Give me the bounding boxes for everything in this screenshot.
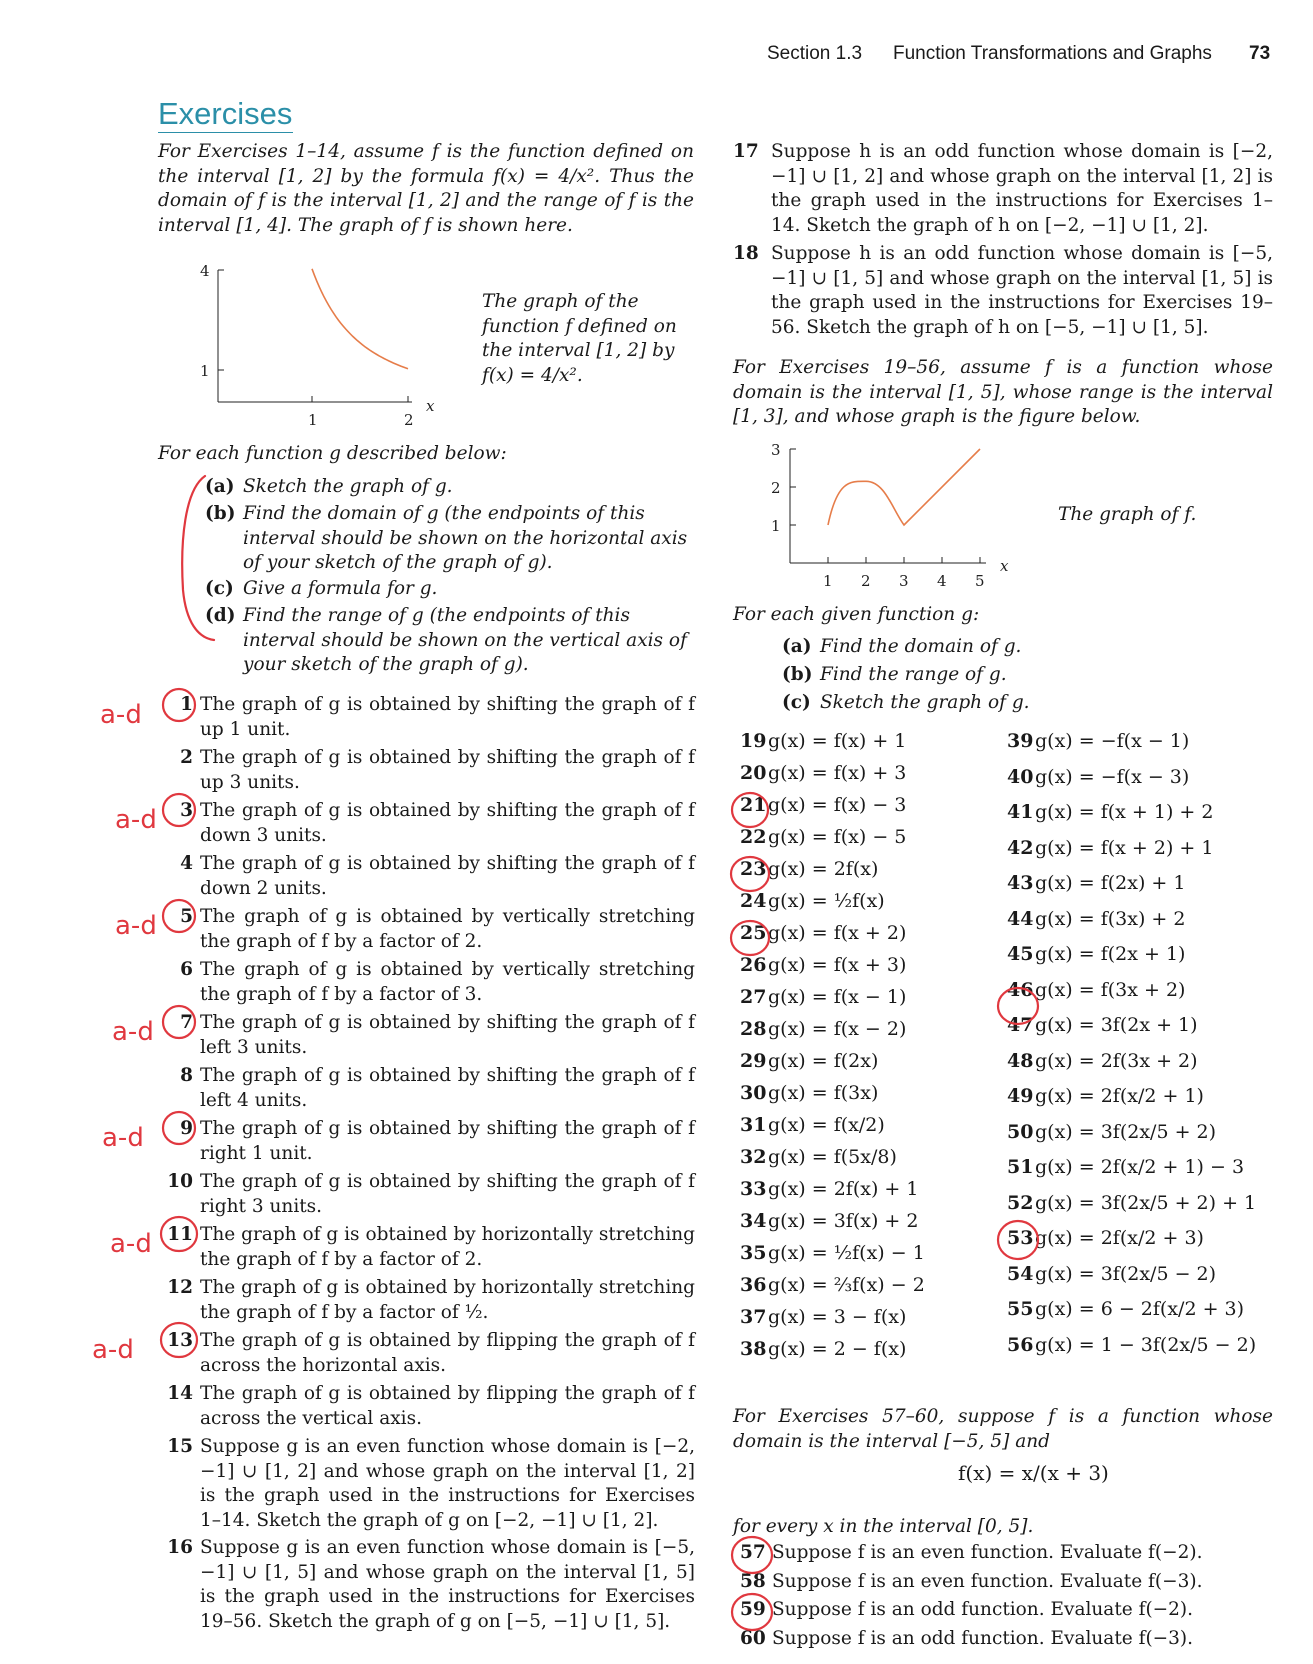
formula-number: 34 <box>740 1210 767 1232</box>
exercise-number: 58 <box>740 1570 766 1592</box>
given-lead: For each given function g: <box>733 604 980 625</box>
exercises-heading: Exercises <box>158 96 293 131</box>
intro-57-60: For Exercises 57–60, suppose f is a function whose domain is the interval [−5, 5] and <box>733 1406 1273 1452</box>
exercise-item <box>740 1571 1202 1592</box>
y-tick-4: 4 <box>200 262 210 280</box>
given-text: Sketch the graph of g. <box>820 692 1030 713</box>
formula-text: g(x) = f(x) + 3 <box>768 762 907 784</box>
ad-note-13: a-d <box>92 1335 134 1365</box>
formula-item <box>740 922 906 944</box>
formula-text: g(x) = ½f(x) − 1 <box>768 1242 925 1264</box>
exercise-text: Suppose f is an even function. Evaluate f(−2). <box>772 1542 1203 1563</box>
exercise-text: Suppose f is an even function. Evaluate f(−3). <box>772 1570 1203 1592</box>
chapter-title: Function Transformations and Graphs <box>893 43 1212 64</box>
formula-text: g(x) = f(2x) + 1 <box>1035 872 1186 894</box>
graph2-caption: The graph of f. <box>1058 504 1197 525</box>
formula-text: g(x) = f(x) + 1 <box>768 730 907 752</box>
formula-number: 54 <box>1007 1262 1034 1285</box>
formula-text: g(x) = f(5x/8) <box>768 1146 897 1168</box>
ad-note-5: a-d <box>115 911 157 941</box>
page-number: 73 <box>1249 43 1271 64</box>
exercise-item <box>165 746 695 795</box>
ad-note-11: a-d <box>110 1229 152 1259</box>
exercise-item <box>165 1117 695 1166</box>
formula-text: g(x) = 1 − 3f(2x/5 − 2) <box>1035 1333 1257 1356</box>
exercise-number: 8 <box>180 1065 193 1086</box>
exercise-text: The graph of g is obtained by shifting the graph of f down 3 units. <box>200 800 695 846</box>
exercise-text: Suppose h is an odd function whose domain is [−5, −1] ∪ [1, 5] and whose graph on the interval [1, 5] is the graph used in the instructions for Exercises 19–56. Sketch the graph of h on [−5, −1] ∪ [1, 5]. <box>771 243 1273 338</box>
heading-underline <box>158 132 293 133</box>
formula-57-60: f(x) = x/(x + 3) <box>958 1461 1109 1485</box>
exercise-text: The graph of g is obtained by shifting the graph of f left 3 units. <box>200 1012 695 1058</box>
exercise-number: 11 <box>167 1224 193 1245</box>
formula-item <box>740 826 906 848</box>
x-tick-3: 3 <box>899 572 909 590</box>
formula-text: g(x) = 2f(x/2 + 1) − 3 <box>1035 1156 1245 1178</box>
exercise-item <box>165 693 695 742</box>
formula-number: 46 <box>1007 978 1034 1001</box>
formula-item <box>740 986 906 1008</box>
exercise-number: 15 <box>167 1436 193 1457</box>
exercise-text: The graph of g is obtained by vertically stretching the graph of f by a factor of 3. <box>200 959 695 1005</box>
exercise-text: The graph of g is obtained by flipping the graph of f across the horizontal axis. <box>200 1330 695 1376</box>
exercise-number: 1 <box>180 694 193 715</box>
f-curve <box>312 269 408 369</box>
ad-note-9: a-d <box>102 1123 144 1153</box>
formula-text: g(x) = f(x + 3) <box>768 954 907 976</box>
exercise-number: 7 <box>180 1012 193 1033</box>
formula-item <box>740 1018 906 1040</box>
instruction-label: (a) <box>205 476 235 497</box>
formula-number: 28 <box>740 1018 767 1040</box>
formula-text: g(x) = 3f(2x/5 − 2) <box>1035 1262 1217 1285</box>
formula-text: g(x) = f(2x) <box>768 1050 879 1072</box>
instructions-lead: For each function g described below: <box>158 443 507 464</box>
x-tick-1: 1 <box>308 411 318 428</box>
x-tick-4: 4 <box>937 572 947 590</box>
formula-item <box>1007 801 1213 823</box>
ad-note-1: a-d <box>100 700 142 730</box>
given-item <box>782 664 1007 685</box>
formula-number: 49 <box>1007 1085 1034 1107</box>
formula-item <box>740 1082 878 1104</box>
formula-text: g(x) = −f(x − 1) <box>1035 730 1190 752</box>
formula-text: g(x) = f(2x + 1) <box>1035 943 1186 965</box>
given-item <box>782 636 1021 657</box>
exercise-text: The graph of g is obtained by horizontally stretching the graph of f by a factor of 2. <box>200 1224 695 1270</box>
exercise-item <box>740 1542 1202 1563</box>
formula-number: 51 <box>1007 1156 1034 1178</box>
x-tick-2: 2 <box>861 572 871 590</box>
exercise-number: 60 <box>740 1627 766 1649</box>
formula-number: 27 <box>740 986 767 1008</box>
formula-text: g(x) = 3 − f(x) <box>768 1306 907 1328</box>
instruction-text: Find the domain of g (the endpoints of this interval should be shown on the horizontal axis of your sketch of the graph of g). <box>243 503 688 573</box>
x-axis-label: x <box>1000 557 1009 575</box>
formula-item <box>740 1306 906 1328</box>
x-tick-5: 5 <box>975 572 985 590</box>
formula-number: 21 <box>740 794 767 816</box>
instruction-text: Give a formula for g. <box>243 578 438 599</box>
formula-text: g(x) = f(x − 2) <box>768 1018 907 1040</box>
formula-text: g(x) = f(x/2) <box>768 1114 885 1136</box>
given-text: Find the domain of g. <box>820 636 1022 657</box>
formula-item <box>740 1114 885 1136</box>
formula-item <box>1007 1227 1204 1249</box>
formula-item <box>1007 908 1185 930</box>
given-label: (b) <box>782 664 813 685</box>
formula-number: 37 <box>740 1306 767 1328</box>
intro-57-60-tail: for every x in the interval [0, 5]. <box>733 1516 1034 1537</box>
formula-item <box>740 1338 906 1360</box>
exercise-item <box>165 1435 695 1533</box>
y-tick-1: 1 <box>200 362 210 380</box>
formula-number: 33 <box>740 1178 767 1200</box>
formula-text: g(x) = f(x) − 5 <box>768 826 907 848</box>
formula-item <box>1007 1298 1244 1320</box>
formula-text: g(x) = ⅔f(x) − 2 <box>768 1274 925 1296</box>
formula-number: 48 <box>1007 1049 1034 1072</box>
exercise-number: 18 <box>733 243 759 264</box>
formula-item <box>1007 1014 1198 1036</box>
y-tick-2: 2 <box>771 479 781 497</box>
formula-item <box>1007 1263 1216 1285</box>
graph1-caption: The graph of the function f defined on the interval [1, 2] by f(x) = 4/x². <box>482 291 677 386</box>
formula-text: g(x) = f(x − 1) <box>768 986 907 1008</box>
formula-text: g(x) = f(x + 1) + 2 <box>1035 801 1214 823</box>
section-label: Section 1.3 <box>767 43 863 64</box>
exercise-item <box>165 1276 695 1325</box>
formula-number: 30 <box>740 1082 767 1104</box>
exercise-item <box>165 905 695 954</box>
given-label: (c) <box>782 692 811 713</box>
exercise-item <box>165 1223 695 1272</box>
intro-19-56: For Exercises 19–56, assume f is a function whose domain is the interval [1, 5], whose range is the interval [1, 3], and whose graph is the figure below. <box>733 357 1273 427</box>
formula-number: 42 <box>1007 836 1034 859</box>
formula-number: 29 <box>740 1050 767 1072</box>
formula-text: g(x) = −f(x − 3) <box>1035 765 1190 788</box>
instruction-label: (b) <box>205 503 236 524</box>
formula-text: g(x) = f(3x) + 2 <box>1035 907 1186 930</box>
intro-1-14: For Exercises 1–14, assume f is the function defined on the interval [1, 2] by the formula f(x) = 4/x². Thus the domain of f is the interval [1, 2] and the range of f is the interval [1, 4]. The graph of f is shown here. <box>158 141 694 236</box>
x-tick-1: 1 <box>823 572 833 590</box>
formula-item <box>1007 872 1185 894</box>
exercise-number: 16 <box>167 1537 193 1558</box>
formula-text: g(x) = f(x) − 3 <box>768 794 907 816</box>
exercise-item <box>740 1599 1193 1620</box>
y-tick-1: 1 <box>771 517 781 535</box>
formula-number: 56 <box>1007 1333 1034 1356</box>
formula-number: 40 <box>1007 765 1034 788</box>
formula-item <box>1007 766 1189 788</box>
instruction-label: (d) <box>205 605 236 626</box>
formula-item <box>740 890 885 912</box>
formula-item <box>1007 1050 1198 1072</box>
instruction-text: Sketch the graph of g. <box>243 476 453 497</box>
exercise-number: 9 <box>180 1118 193 1139</box>
exercise-text: Suppose f is an odd function. Evaluate f(−2). <box>772 1599 1194 1620</box>
formula-number: 44 <box>1007 907 1034 930</box>
formula-item <box>740 858 878 880</box>
given-text: Find the range of g. <box>820 664 1007 685</box>
formula-number: 47 <box>1007 1014 1034 1036</box>
exercise-text: The graph of g is obtained by shifting the graph of f left 4 units. <box>200 1065 695 1111</box>
formula-item <box>740 954 906 976</box>
exercise-text: The graph of g is obtained by shifting the graph of f up 3 units. <box>200 747 695 793</box>
instruction-item <box>205 502 695 576</box>
exercise-text: Suppose h is an odd function whose domain is [−2, −1] ∪ [1, 2] and whose graph on the interval [1, 2] is the graph used in the instructions for Exercises 1–14. Sketch the graph of h on [−2, −1] ∪ [1, 2]. <box>771 141 1273 236</box>
formula-item <box>1007 1192 1256 1214</box>
instruction-text: Find the range of g (the endpoints of this interval should be shown on the vertical axis of your sketch of the graph of g). <box>243 605 687 675</box>
formula-item <box>740 730 906 752</box>
formula-text: g(x) = 3f(2x/5 + 2) + 1 <box>1035 1191 1257 1214</box>
y-tick-3: 3 <box>771 441 781 459</box>
exercise-number: 17 <box>733 141 759 162</box>
exercise-text: The graph of g is obtained by horizontally stretching the graph of f by a factor of ½. <box>200 1277 695 1323</box>
exercise-item <box>165 799 695 848</box>
instruction-item <box>205 475 695 500</box>
ad-note-7: a-d <box>112 1017 154 1047</box>
ad-note-3: a-d <box>115 805 157 835</box>
formula-number: 53 <box>1007 1227 1034 1249</box>
exercise-text: The graph of g is obtained by shifting the graph of f down 2 units. <box>200 853 695 899</box>
formula-number: 32 <box>740 1146 767 1168</box>
formula-text: g(x) = f(x + 2) + 1 <box>1035 836 1214 859</box>
formula-number: 35 <box>740 1242 767 1264</box>
exercise-number: 10 <box>167 1171 193 1192</box>
exercise-number: 3 <box>180 800 193 821</box>
formula-item <box>740 1210 918 1232</box>
exercise-item <box>165 958 695 1007</box>
exercise-text: Suppose f is an odd function. Evaluate f(−3). <box>772 1627 1194 1649</box>
formula-item <box>740 1050 878 1072</box>
exercise-text: Suppose g is an even function whose domain is [−5, −1] ∪ [1, 5] and whose graph on the interval [1, 5] is the graph used in the instructions for Exercises 19–56. Sketch the graph of g on [−5, −1] ∪ [1, 5]. <box>200 1537 695 1632</box>
exercise-number: 57 <box>740 1542 766 1563</box>
exercise-number: 4 <box>180 853 193 874</box>
formula-item <box>740 794 906 816</box>
exercise-number: 14 <box>167 1383 193 1404</box>
formula-text: g(x) = 2 − f(x) <box>768 1338 907 1360</box>
formula-item <box>740 762 906 784</box>
formula-text: g(x) = ½f(x) <box>768 890 885 912</box>
exercise-number: 5 <box>180 906 193 927</box>
exercise-number: 13 <box>167 1330 193 1351</box>
exercise-item <box>165 1382 695 1431</box>
formula-text: g(x) = 2f(x/2 + 3) <box>1035 1227 1204 1249</box>
formula-item <box>1007 979 1185 1001</box>
formula-item <box>1007 730 1189 752</box>
formula-text: g(x) = 2f(x) <box>768 858 879 880</box>
exercise-text: The graph of g is obtained by shifting the graph of f right 3 units. <box>200 1171 695 1217</box>
formula-text: g(x) = 6 − 2f(x/2 + 3) <box>1035 1298 1245 1320</box>
exercise-item <box>165 1064 695 1113</box>
formula-text: g(x) = f(3x + 2) <box>1035 978 1186 1001</box>
exercise-item <box>165 1011 695 1060</box>
exercise-number: 2 <box>180 747 193 768</box>
exercise-text: The graph of g is obtained by flipping the graph of f across the vertical axis. <box>200 1383 695 1429</box>
formula-number: 20 <box>740 762 767 784</box>
formula-number: 22 <box>740 826 767 848</box>
exercise-item <box>733 140 1273 238</box>
formula-text: g(x) = 2f(x/2 + 1) <box>1035 1085 1204 1107</box>
formula-item <box>1007 1121 1216 1143</box>
formula-text: g(x) = f(3x) <box>768 1082 879 1104</box>
formula-item <box>1007 1156 1244 1178</box>
formula-number: 24 <box>740 890 767 912</box>
graph-f-1-14 <box>180 258 450 428</box>
formula-item <box>1007 1085 1204 1107</box>
given-label: (a) <box>782 636 812 657</box>
formula-number: 26 <box>740 954 767 976</box>
formula-number: 19 <box>740 730 767 752</box>
x-axis-label: x <box>426 397 435 415</box>
formula-number: 25 <box>740 922 767 944</box>
formula-item <box>740 1178 918 1200</box>
formula-text: g(x) = 3f(2x/5 + 2) <box>1035 1120 1217 1143</box>
instruction-item <box>205 577 695 602</box>
formula-text: g(x) = 3f(x) + 2 <box>768 1210 919 1232</box>
exercise-item <box>165 1170 695 1219</box>
x-tick-2: 2 <box>404 411 414 428</box>
exercise-text: The graph of g is obtained by shifting the graph of f up 1 unit. <box>200 694 695 740</box>
exercise-text: The graph of g is obtained by vertically stretching the graph of f by a factor of 2. <box>200 906 695 952</box>
exercise-item <box>165 852 695 901</box>
formula-number: 39 <box>1007 730 1034 752</box>
formula-number: 38 <box>740 1338 767 1360</box>
exercise-item <box>740 1628 1193 1649</box>
instruction-label: (c) <box>205 578 234 599</box>
formula-number: 55 <box>1007 1298 1034 1320</box>
formula-item <box>1007 837 1213 859</box>
formula-item <box>740 1242 925 1264</box>
exercise-text: Suppose g is an even function whose domain is [−2, −1] ∪ [1, 2] and whose graph on the interval [1, 2] is the graph used in the instructions for Exercises 1–14. Sketch the graph of g on [−2, −1] ∪ [1, 2]. <box>200 1436 695 1531</box>
formula-number: 43 <box>1007 872 1034 894</box>
formula-item <box>1007 943 1185 965</box>
formula-number: 31 <box>740 1114 767 1136</box>
formula-item <box>1007 1334 1256 1356</box>
formula-number: 36 <box>740 1274 767 1296</box>
exercise-number: 12 <box>167 1277 193 1298</box>
exercise-item <box>733 242 1273 340</box>
formula-number: 41 <box>1007 801 1034 823</box>
formula-number: 45 <box>1007 943 1034 965</box>
instruction-item <box>205 604 695 678</box>
exercise-item <box>165 1329 695 1378</box>
formula-item <box>740 1274 925 1296</box>
formula-text: g(x) = f(x + 2) <box>768 922 907 944</box>
exercise-number: 6 <box>180 959 193 980</box>
formula-number: 50 <box>1007 1120 1034 1143</box>
graph-f-19-56 <box>765 436 1035 596</box>
exercise-number: 59 <box>740 1599 766 1620</box>
formula-number: 23 <box>740 858 767 880</box>
formula-item <box>740 1146 897 1168</box>
formula-number: 52 <box>1007 1191 1034 1214</box>
exercise-item <box>165 1536 695 1634</box>
given-item <box>782 692 1030 713</box>
formula-text: g(x) = 3f(2x + 1) <box>1035 1014 1198 1036</box>
formula-text: g(x) = 2f(3x + 2) <box>1035 1049 1198 1072</box>
formula-text: g(x) = 2f(x) + 1 <box>768 1178 919 1200</box>
exercise-text: The graph of g is obtained by shifting the graph of f right 1 unit. <box>200 1118 695 1164</box>
f-curve <box>828 449 980 525</box>
